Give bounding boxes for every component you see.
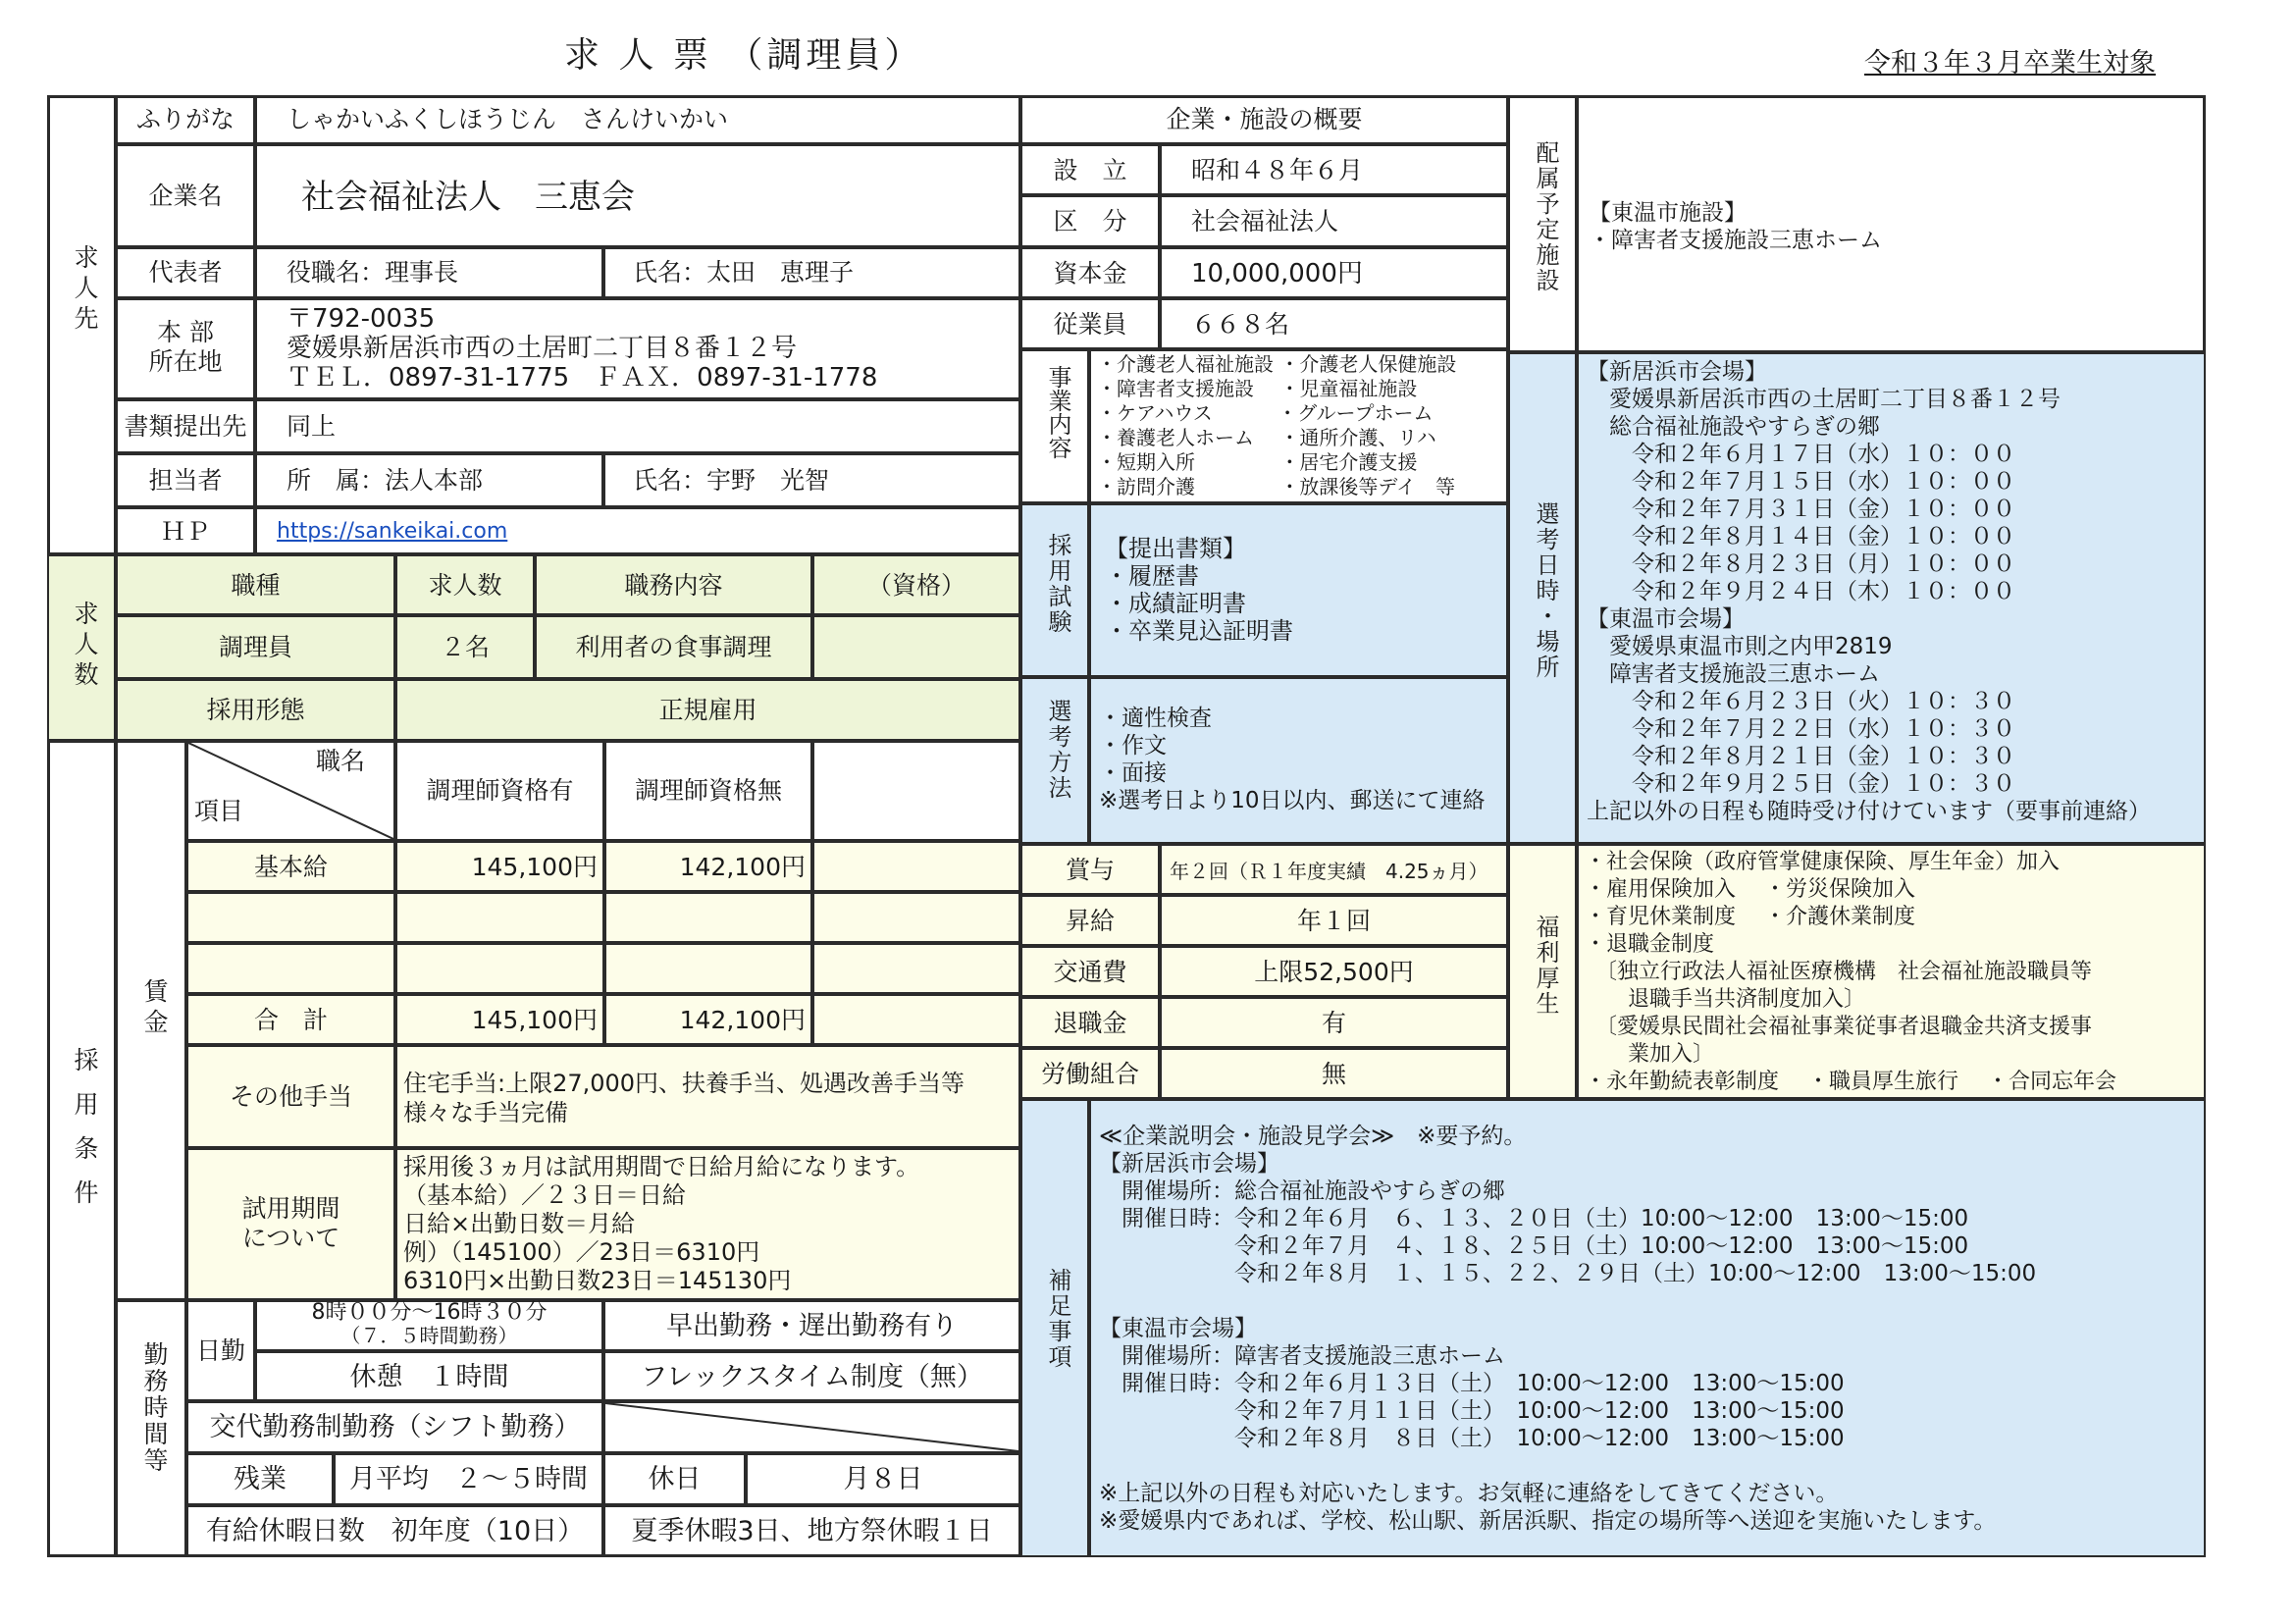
basic-col3 bbox=[812, 841, 1020, 892]
furigana-label-cell: ふりがな bbox=[116, 95, 255, 144]
break-cell: 休憩 １時間 bbox=[255, 1351, 603, 1401]
overtime: 月平均 ２～５時間 bbox=[334, 1453, 603, 1505]
type: 社会福祉法人 bbox=[1160, 195, 1508, 247]
employment-form-label: 採用形態 bbox=[116, 679, 395, 741]
welfare: ・社会保険（政府管掌健康保険、厚生年金）加入 ・雇用保険加入 ・労災保険加入 ・育児休業制度 ・介護休業制度 ・退職金制度 〔独立行政法人福祉医療機構 社会福祉施設職員等 退職手当共済制度加入〕 〔愛媛県民間社会福祉事業従事者退職金共済支援事 業加入〕 ・永年勤続表彰制度 ・職員厚生旅行 ・合同忘年会 bbox=[1577, 844, 2206, 1099]
recruit-header-job: 職種 bbox=[116, 554, 395, 615]
trial-details: 採用後３ヵ月は試用期間で日給月給になります。 （基本給）／２３日＝日給 日給×出勤日数＝月給 例）（145100）／23日＝6310円 6310円×出勤日数23日＝145130円 bbox=[395, 1148, 1020, 1300]
company-name-label-cell: 企業名 bbox=[116, 144, 255, 247]
day-time-cell: 8時００分～16時３０分 （７．５時間勤務） bbox=[255, 1300, 603, 1351]
type-label: 区 分 bbox=[1020, 195, 1160, 247]
wage-empty-row bbox=[812, 892, 1020, 943]
section-employer-label: 求人先 bbox=[71, 244, 99, 336]
recruit-header-qual: （資格） bbox=[812, 554, 1020, 615]
page-title: 求 人 票 （調理員） bbox=[564, 35, 924, 76]
flex-cell: フレックスタイム制度（無） bbox=[603, 1351, 1020, 1401]
total-label: 合 計 bbox=[186, 994, 395, 1045]
overview-title: 企業・施設の概要 bbox=[1020, 95, 1508, 144]
transport: 上限52,500円 bbox=[1160, 946, 1508, 997]
summer-leave-cell: 夏季休暇3日、地方祭休暇１日 bbox=[603, 1505, 1020, 1557]
raise: 年１回 bbox=[1160, 895, 1508, 946]
rep-title-cell bbox=[255, 247, 603, 298]
retire: 有 bbox=[1160, 997, 1508, 1048]
union: 無 bbox=[1160, 1048, 1508, 1099]
section-wage: 賃金 bbox=[116, 741, 186, 1300]
supplement: ≪企業説明会・施設見学会≫ ※要予約。 【新居浜市会場】 開催場所：総合福祉施設やすらぎの郷 開催日時：令和２年６月 ６、１３、２０日（土）10:00～12:00 13:00～15:00 令和２年７月 ４、１８、２５日（土）10:00～12:00 13:00～15:00 令和２年８月 １、１５、２２、２９日（土）10:00～12:00 13:00～15:00 【東温市会場】 開催場所：障害者支援施設三恵ホーム 開催日時：令和２年６月１３日（土） 10:00～12:00 13:00～15:00 令和２年７月１１日（土） 10:00～12:00 13:00～15:00 令和２年８月 ８日（土） 10:00～12:00 13:00～15:00 ※上記以外の日程も対応いたします。お気軽に連絡をしてきてください。 ※愛媛県内であれば、学校、松山駅、新居浜駅、指定の場所等へ送迎を実施いたします。 bbox=[1089, 1099, 2206, 1557]
employees-label: 従業員 bbox=[1020, 298, 1160, 349]
company-name: 社会福祉法人 三恵会 bbox=[301, 178, 635, 217]
capital-label: 資本金 bbox=[1020, 247, 1160, 298]
shift-cell: 交代勤務制勤務（シフト勤務） bbox=[186, 1401, 603, 1453]
recruit-duty: 利用者の食事調理 bbox=[535, 615, 812, 679]
retire-label: 退職金 bbox=[1020, 997, 1160, 1048]
recruit-qual bbox=[812, 615, 1020, 679]
wage-empty-row bbox=[186, 892, 395, 943]
wage-diagonal-header: 職名 項目 bbox=[186, 741, 395, 841]
wage-empty-row bbox=[604, 943, 812, 994]
holiday: 月８日 bbox=[746, 1453, 1020, 1505]
wage-empty-row bbox=[395, 892, 604, 943]
employees: ６６８名 bbox=[1160, 298, 1508, 349]
recruit-header-count: 求人数 bbox=[395, 554, 535, 615]
rep-name-cell bbox=[603, 247, 1020, 298]
contact-dept: 所 属：法人本部 bbox=[287, 466, 484, 495]
welfare-label: 福利厚生 bbox=[1508, 844, 1577, 1099]
section-employer bbox=[47, 95, 116, 554]
contact-name: 氏名：宇野 光智 bbox=[633, 466, 830, 495]
employment-form: 正規雇用 bbox=[395, 679, 1020, 741]
contact-name-cell bbox=[603, 453, 1020, 507]
hq-label-cell: 本 部 所在地 bbox=[116, 298, 255, 399]
trial-label: 試用期間 について bbox=[186, 1148, 395, 1300]
basic-col2: 142,100円 bbox=[604, 841, 812, 892]
furigana-cell bbox=[255, 95, 1020, 144]
schedule-label: 選考日時・場所 bbox=[1508, 352, 1577, 844]
rep-name: 氏名：太田 恵理子 bbox=[633, 258, 855, 287]
contact-label-cell: 担当者 bbox=[116, 453, 255, 507]
exam-method-label: 選考方法 bbox=[1020, 677, 1089, 844]
exam-docs: 【提出書類】 ・履歴書 ・成績証明書 ・卒業見込証明書 bbox=[1089, 503, 1508, 677]
paid-leave-cell: 有給休暇日数 初年度（10日） bbox=[186, 1505, 603, 1557]
assignment-label: 配属予定施設 bbox=[1508, 95, 1577, 352]
founded-label: 設 立 bbox=[1020, 144, 1160, 195]
rep-title: 役職名：理事長 bbox=[287, 258, 459, 287]
docs-label-cell: 書類提出先 bbox=[116, 399, 255, 453]
basic-col1: 145,100円 bbox=[395, 841, 604, 892]
total-col3 bbox=[812, 994, 1020, 1045]
wage-empty-row bbox=[812, 943, 1020, 994]
diagonal-line bbox=[605, 1403, 1018, 1451]
contact-dept-cell bbox=[255, 453, 603, 507]
day-shift-label: 日勤 bbox=[186, 1300, 255, 1401]
other-allowance-label: その他手当 bbox=[186, 1045, 395, 1148]
rep-label-cell: 代表者 bbox=[116, 247, 255, 298]
section-count: 求人数 bbox=[47, 554, 116, 741]
target-label: 令和３年３月卒業生対象 bbox=[1864, 48, 2156, 79]
shift-diagonal-cell bbox=[603, 1401, 1020, 1453]
holiday-label: 休日 bbox=[603, 1453, 746, 1505]
recruit-job: 調理員 bbox=[116, 615, 395, 679]
wage-empty-row bbox=[186, 943, 395, 994]
wage-empty-row bbox=[395, 943, 604, 994]
founded: 昭和４８年６月 bbox=[1160, 144, 1508, 195]
hp-link[interactable]: https://sankeikai.com bbox=[277, 519, 508, 544]
business-list: ・介護老人福祉施設 ・介護老人保健施設 ・障害者支援施設 ・児童福祉施設 ・ケアハウス ・グループホーム ・養護老人ホーム ・通所介護、リハ ・短期入所 ・居宅介護支援 ・訪問介護 ・放課後等デイ 等 bbox=[1089, 349, 1508, 503]
raise-label: 昇給 bbox=[1020, 895, 1160, 946]
business-label: 事業内容 bbox=[1020, 349, 1089, 503]
assignment: 【東温市施設】 ・障害者支援施設三恵ホーム bbox=[1577, 95, 2206, 352]
recruit-header-duty: 職務内容 bbox=[535, 554, 812, 615]
exam-method: ・適性検査 ・作文 ・面接 ※選考日より10日以内、郵送にて連絡 bbox=[1089, 677, 1508, 844]
furigana: しゃかいふくしほうじん さんけいかい bbox=[287, 105, 729, 133]
section-hours: 勤務時間等 bbox=[116, 1300, 186, 1557]
overtime-label: 残業 bbox=[186, 1453, 334, 1505]
schedule: 【新居浜市会場】 愛媛県新居浜市西の土居町二丁目８番１２号 総合福祉施設やすらぎの郷 令和２年６月１７日（水）１０：００ 令和２年７月１５日（水）１０：００ 令和２年７月３１日（金）１０：００ 令和２年８月１４日（金）１０：００ 令和２年８月２３日（月）１０：００ 令和２年９月２４日（木）１０：００ 【東温市会場】 愛媛県東温市則之内甲2819 障害者支援施設三恵ホーム 令和２年６月２３日（火）１０：３０ 令和２年７月２２日（水）１０：３０ 令和２年８月２１日（金）１０：３０ 令和２年９月２５日（金）１０：３０ 上記以外の日程も随時受け付けています（要事前連絡） bbox=[1577, 352, 2206, 844]
total-col1: 145,100円 bbox=[395, 994, 604, 1045]
hp-label-cell: ＨＰ bbox=[116, 507, 255, 554]
hq-address-cell bbox=[255, 298, 1020, 399]
docs-cell bbox=[255, 399, 1020, 453]
wage-col3-header bbox=[812, 741, 1020, 841]
docs-value: 同上 bbox=[287, 412, 337, 441]
early-late-cell: 早出勤務・遅出勤務有り bbox=[603, 1300, 1020, 1351]
wage-col2-header: 調理師資格無 bbox=[604, 741, 812, 841]
union-label: 労働組合 bbox=[1020, 1048, 1160, 1099]
wage-empty-row bbox=[604, 892, 812, 943]
other-allowance: 住宅手当:上限27,000円、扶養手当、処遇改善手当等 様々な手当完備 bbox=[395, 1045, 1020, 1148]
wage-col1-header: 調理師資格有 bbox=[395, 741, 604, 841]
exam-docs-label: 採用試験 bbox=[1020, 503, 1089, 677]
hp-cell bbox=[255, 507, 1020, 554]
bonus-label: 賞与 bbox=[1020, 844, 1160, 895]
section-conditions: 採用条件 bbox=[47, 741, 116, 1557]
hq-address: 〒792-0035 愛媛県新居浜市西の土居町二丁目８番１２号 ＴＥＬ．0897-31-1775 ＦＡＸ．0897-31-1778 bbox=[287, 304, 878, 393]
supplement-label: 補足事項 bbox=[1020, 1099, 1089, 1557]
company-name-cell bbox=[255, 144, 1020, 247]
basic-label: 基本給 bbox=[186, 841, 395, 892]
bonus: 年２回（Ｒ１年度実績 4.25ヵ月） bbox=[1160, 844, 1508, 895]
capital: 10,000,000円 bbox=[1160, 247, 1508, 298]
total-col2: 142,100円 bbox=[604, 994, 812, 1045]
recruit-count: ２名 bbox=[395, 615, 535, 679]
transport-label: 交通費 bbox=[1020, 946, 1160, 997]
